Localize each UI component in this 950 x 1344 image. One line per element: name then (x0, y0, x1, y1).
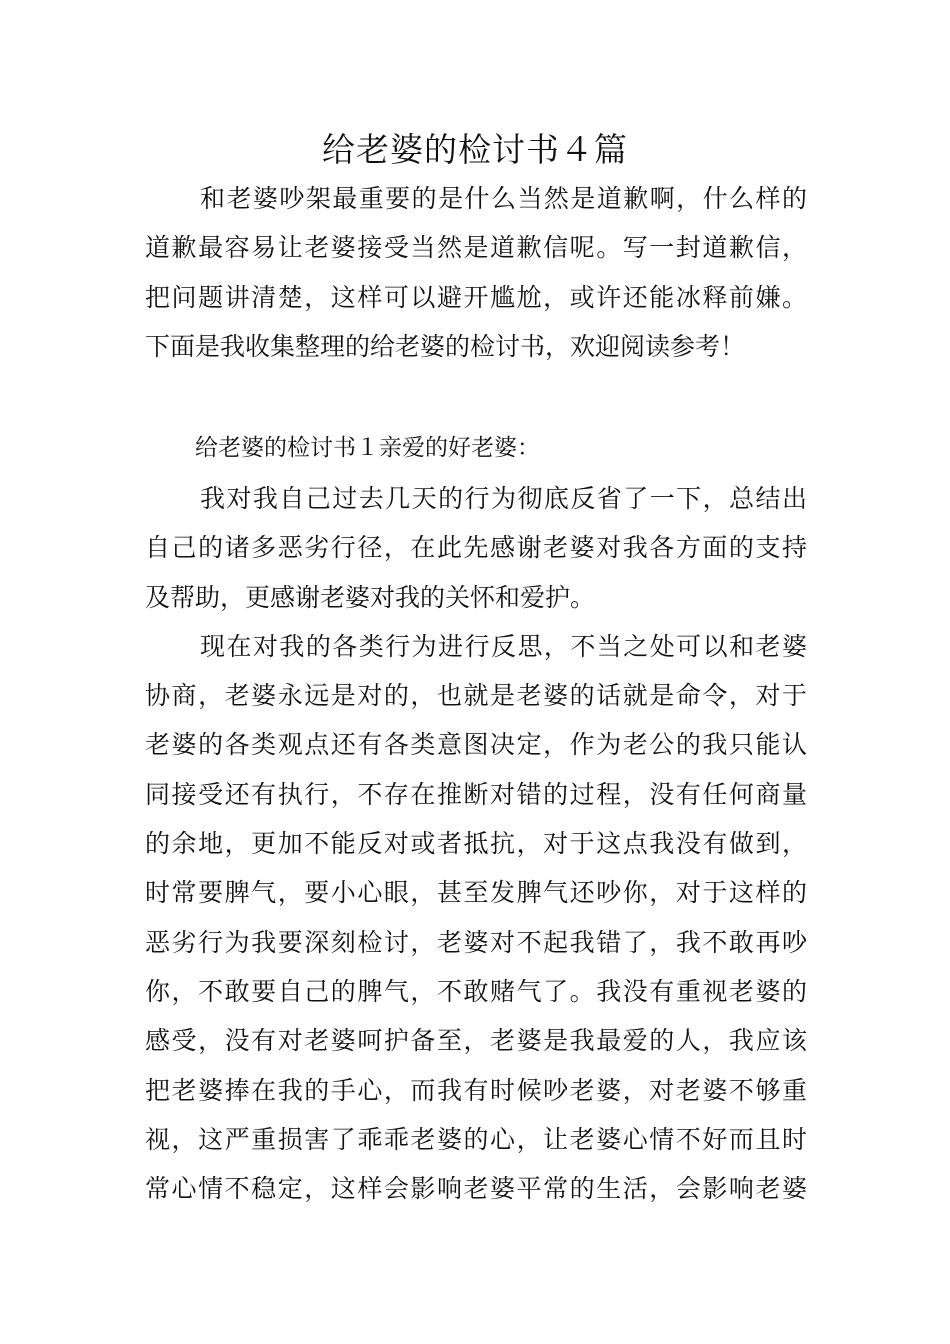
body-line: 的余地，更加不能反对或者抵抗，对于这点我没有做到， (145, 829, 807, 859)
body-line: 视，这严重损害了乖乖老婆的心，让老婆心情不好而且时 (145, 1124, 807, 1154)
body-line: 你，不敢要自己的脾气，不敢赌气了。我没有重视老婆的 (145, 976, 807, 1006)
body-line: 感受，没有对老婆呵护备至，老婆是我最爱的人，我应该 (145, 1026, 807, 1056)
intro-line: 和老婆吵架最重要的是什么当然是道歉啊，什么样的 (200, 184, 807, 213)
body-line: 现在对我的各类行为进行反思，不当之处可以和老婆 (200, 631, 807, 661)
letter-heading: 给老婆的检讨书１亲爱的好老婆： (195, 435, 540, 461)
intro-paragraph (145, 174, 807, 371)
body-line: 时常要脾气，要小心眼，甚至发脾气还吵你，对于这样的 (145, 878, 807, 908)
intro-line: 下面是我收集整理的给老婆的检讨书，欢迎阅读参考！ (145, 331, 746, 361)
body-line: 把老婆捧在我的手心，而我有时候吵老婆，对老婆不够重 (145, 1075, 807, 1105)
body-line: 我对我自己过去几天的行为彻底反省了一下，总结出 (200, 484, 807, 513)
letter-body (145, 474, 807, 1213)
body-line: 同接受还有执行，不存在推断对错的过程，没有任何商量 (145, 779, 807, 809)
body-line: 协商，老婆永远是对的，也就是老婆的话就是命令，对于 (145, 681, 807, 711)
body-line: 常心情不稳定，这样会影响老婆平常的生活，会影响老婆 (145, 1174, 807, 1204)
body-line: 老婆的各类观点还有各类意图决定，作为老公的我只能认 (145, 730, 807, 760)
document-title: 给老婆的检讨书４篇 (322, 130, 628, 169)
intro-line: 把问题讲清楚，这样可以避开尴尬，或许还能冰释前嫌。 (145, 282, 807, 312)
body-line: 恶劣行为我要深刻检讨，老婆对不起我错了，我不敢再吵 (145, 927, 807, 957)
intro-line: 道歉最容易让老婆接受当然是道歉信呢。写一封道歉信， (145, 233, 807, 263)
body-line: 及帮助，更感谢老婆对我的关怀和爱护。 (145, 582, 596, 612)
body-line: 自己的诸多恶劣行径，在此先感谢老婆对我各方面的支持 (145, 533, 807, 563)
